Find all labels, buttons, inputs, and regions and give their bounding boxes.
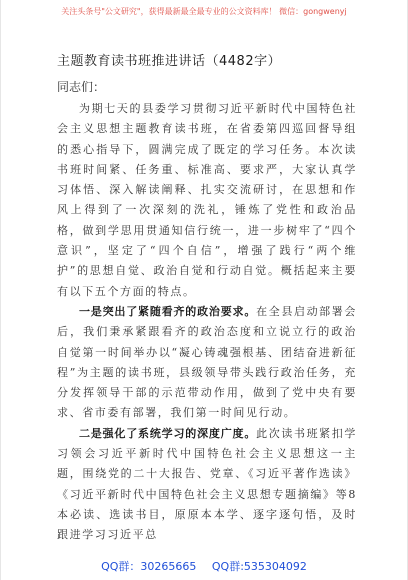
paragraph-heading: 一是突出了紧随看齐的政治要求。 <box>79 304 257 318</box>
paragraph-text: 此次读书班紧扣学习领会习近平新时代中国特色社会主义思想这一主题，围绕党的二十大报告、党章、《习近平著作选读》《习近平新时代中国特色社会主义思想专题摘编》等8本必读、选读书目，原原本本学、逐字逐句悟，及时跟进学习习近平总 <box>57 426 357 542</box>
footer-qq-group-2: QQ群:535304092 <box>211 560 307 573</box>
document-body <box>57 99 357 546</box>
paragraph-text: 为期七天的县委学习贯彻习近平新时代中国特色社会主义思想主题教育读书班，在省委第四巡回督导组的悉心指导下，圆满完成了既定的学习任务。本次读书班时间紧、任务重、标准高、要求严，大家认真学习体悟、深入解读阐释、扎实交流研讨，在思想和作风上得到了一次深刻的洗礼，锤炼了党性和政治品格，做到学思用贯通知信行统一，进一步树牢了“四个意识”，坚定了“四个自信”，增强了践行“两个维护”的思想自觉、政治自觉和行动自觉。概括起来主要有以下五个方面的特点。 <box>57 102 357 298</box>
paragraph-intro <box>57 99 357 302</box>
paragraph-text: 在全县启动部署会后，我们秉承紧跟看齐的政治态度和立说立行的政治自觉第一时间举办以“凝心铸魂强根基、团结奋进新征程”为主题的读书班，县级领导带头践行政治任务，充分发挥领导干部的示范带动作用，做到了党中央有要求、省市委有部署，我们第一时间见行动。 <box>57 304 357 420</box>
paragraph-point-1 <box>57 302 357 424</box>
paragraph-heading: 二是强化了系统学习的深度广度。 <box>79 426 257 440</box>
footer-contacts <box>1 560 407 573</box>
paragraph-point-2 <box>57 424 357 546</box>
greeting: 同志们： <box>57 80 106 94</box>
footer-qq-group-1: QQ群：30265665 <box>101 560 197 573</box>
page-title: 主题教育读书班推进讲话（4482字） <box>57 54 282 69</box>
top-banner: 关注头条号"公文研究"，获得最新最全最专业的公文资料库！ 微信：gongwenyj <box>61 7 347 16</box>
